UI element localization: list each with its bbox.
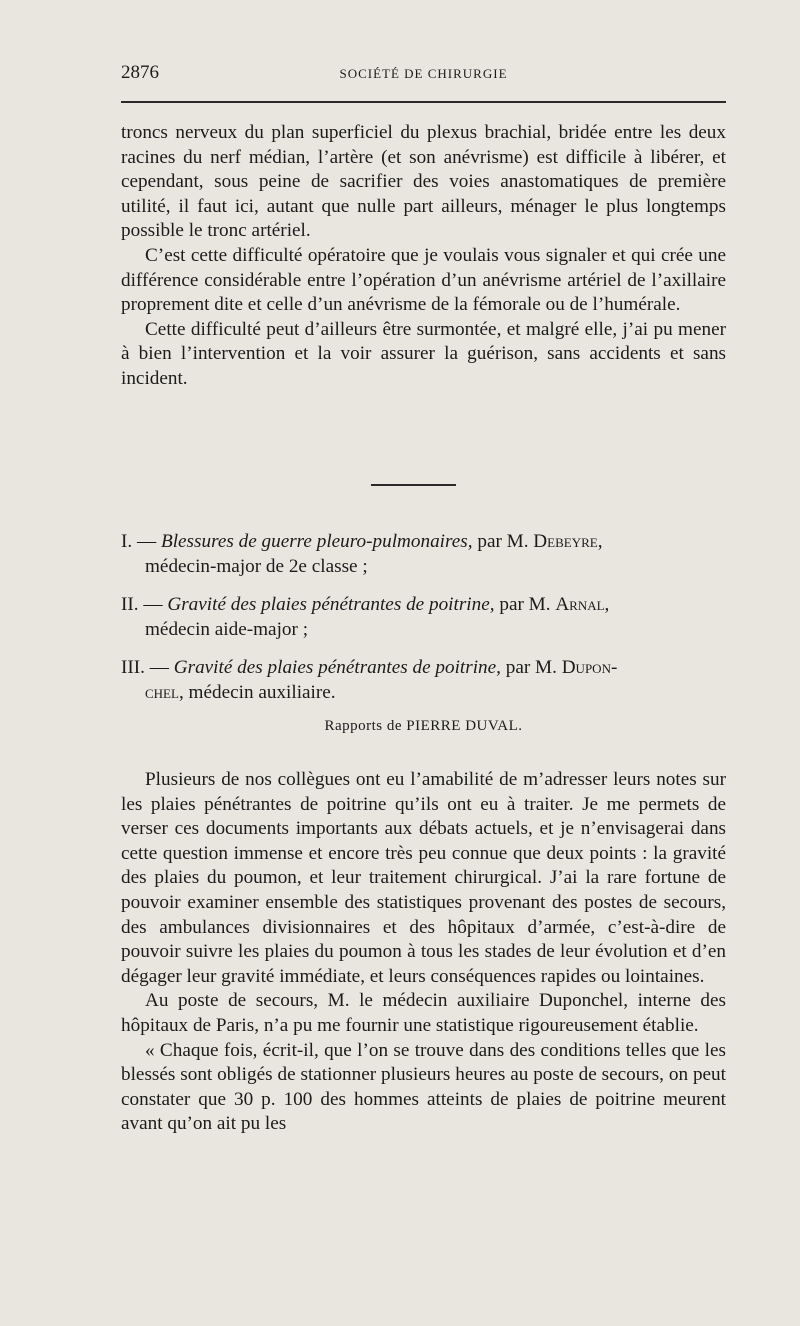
author-role: médecin auxiliaire. xyxy=(188,681,336,703)
report-byline: Rapports de PIERRE DUVAL. xyxy=(324,718,523,734)
header-rule xyxy=(121,101,726,103)
title-by: par M. xyxy=(477,531,529,552)
paragraph: Cette difficulté peut d’ailleurs être surmontée, et malgré elle, j’ai pu mener à bien l’intervention et la voir assurer la guérison, sans accidents et sans incident. xyxy=(121,318,726,389)
section-divider xyxy=(371,484,456,486)
author-name: Arnal, xyxy=(555,594,610,616)
communication-title: Blessures de guerre pleuro-pulmonaires, xyxy=(160,531,473,552)
continued-text-block xyxy=(121,121,726,392)
page-number: 2876 xyxy=(121,62,159,83)
title-numeral: II. — xyxy=(121,594,163,616)
title-by: par M. xyxy=(505,657,557,679)
title-entry-3 xyxy=(121,656,726,705)
running-header xyxy=(121,62,726,88)
paragraph: C’est cette difficulté opératoire que je voulais vous signaler et qui crée une différence considérable entre l’opération d’un anévrisme artériel de l’axillaire proprement dite et celle d’un anévrisme de la fémorale ou de l’humérale. xyxy=(121,244,726,316)
paragraph: Au poste de secours, M. le médecin auxiliaire Duponchel, interne des hôpitaux de Paris, n’a pu me fournir une statistique rigoureusement établie. xyxy=(121,990,726,1036)
communication-title: Gravité des plaies pénétrantes de poitrine, xyxy=(167,594,495,616)
title-entry-2 xyxy=(121,593,726,642)
author-name: Dupon- xyxy=(561,657,618,679)
author-name-continued: chel, xyxy=(145,681,184,703)
author-role: médecin-major de 2e classe ; xyxy=(145,555,368,577)
report-text-block xyxy=(121,768,726,1137)
title-numeral: I. — xyxy=(121,531,157,552)
title-entry-1 xyxy=(121,530,726,579)
communication-title: Gravité des plaies pénétrantes de poitrine, xyxy=(173,657,501,679)
title-numeral: III. — xyxy=(121,657,169,679)
author-name: Debeyre, xyxy=(533,531,603,552)
paragraph: « Chaque fois, écrit-il, que l’on se trouve dans des conditions telles que les blessés sont obligés de stationner plusieurs heures au poste de secours, on peut constater que 30 p. 100 des hommes atteints de plaies de poitrine meurent avant qu’on ait pu les xyxy=(121,1039,726,1135)
running-title: SOCIÉTÉ DE CHIRURGIE xyxy=(339,66,508,81)
author-role: médecin aide-major ; xyxy=(145,618,309,640)
title-by: par M. xyxy=(499,594,551,616)
paragraph: Plusieurs de nos collègues ont eu l’amabilité de m’adresser leurs notes sur les plaies pénétrantes de poitrine qu’ils ont eu à traiter. Je me permets de verser ces documents importants aux débats actuels, et je n’envisagerai dans cette question immense et encore très peu connue que deux points : la gravité des plaies du poumon, et leur traitement chirurgical. J’ai la rare fortune de pouvoir examiner ensemble des statistiques provenant des postes de secours, des ambulances divisionnaires et des hôpitaux d’armée, c’est-à-dire de pouvoir suivre les plaies du poumon à tous les stades de leur évolution et d’en dégager leur gravité immédiate, et leurs conséquences rapides ou lointaines. xyxy=(121,769,726,987)
communication-titles xyxy=(121,530,726,720)
paragraph: troncs nerveux du plan superficiel du plexus brachial, bridée entre les deux racines du nerf médian, l’artère (et son anévrisme) est difficile à libérer, et cependant, sous peine de sacrifier des voies anastomatiques de première utilité, il faut ici, autant que nulle part ailleurs, ménager le plus longtemps possible le tronc artériel. xyxy=(121,122,726,242)
